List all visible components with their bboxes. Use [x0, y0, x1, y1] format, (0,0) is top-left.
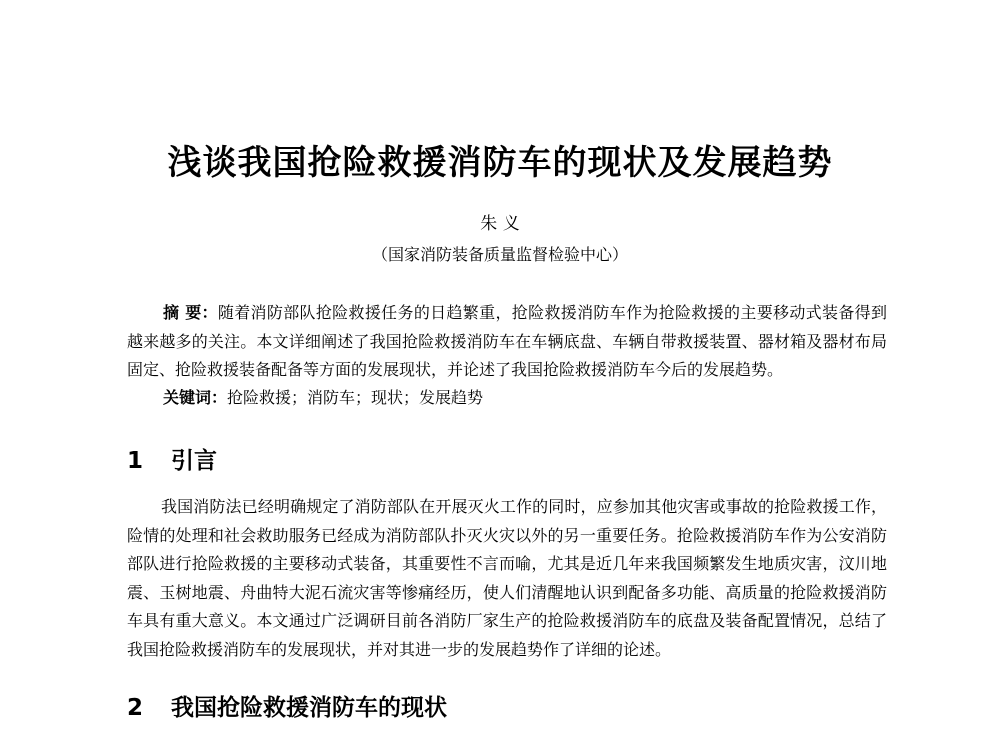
paper-title: 浅谈我国抢险救援消防车的现状及发展趋势 [167, 143, 833, 183]
section-heading-introduction [127, 445, 217, 477]
section-heading-status [127, 692, 447, 724]
abstract [127, 299, 887, 385]
keywords-text: 抢险救援；消防车；现状；发展趋势 [227, 388, 484, 407]
introduction-paragraph: 我国消防法已经明确规定了消防部队在开展灭火工作的同时，应参加其他灾害或事故的抢险救援工作，险情的处理和社会救助服务已经成为消防部队扑灭火灾以外的另一重要任务。抢险救援消防车作为公安消防部队进行抢险救援的主要移动式装备，其重要性不言而喻，尤其是近几年来我国频繁发生地质灾害，汶川地震、玉树地震、舟曲特大泥石流灾害等惨痛经历，使人们清醒地认识到配备多功能、高质量的抢险救援消防车具有重大意义。本文通过广泛调研目前各消防厂家生产的抢险救援消防车的底盘及装备配置情况，总结了我国抢险救援消防车的发展现状，并对其进一步的发展趋势作了详细的论述。 [127, 497, 887, 659]
keywords [163, 384, 883, 412]
section-number: 2 [127, 695, 144, 721]
author-name: 朱 义 [480, 214, 520, 234]
section-number: 1 [127, 448, 144, 474]
author-affiliation: （国家消防装备质量监督检验中心） [371, 245, 628, 264]
section-title: 引言 [171, 448, 217, 474]
section-title: 我国抢险救援消防车的现状 [171, 695, 447, 721]
keywords-label: 关键词： [163, 388, 228, 407]
abstract-label: 摘 要： [163, 303, 218, 322]
abstract-text: 随着消防部队抢险救援任务的日趋繁重，抢险救援消防车作为抢险救援的主要移动式装备得到越来越多的关注。本文详细阐述了我国抢险救援消防车在车辆底盘、车辆自带救援装置、器材箱及器材布局固定、抢险救援装备配备等方面的发展现状，并论述了我国抢险救援消防车今后的发展趋势。 [127, 303, 887, 379]
